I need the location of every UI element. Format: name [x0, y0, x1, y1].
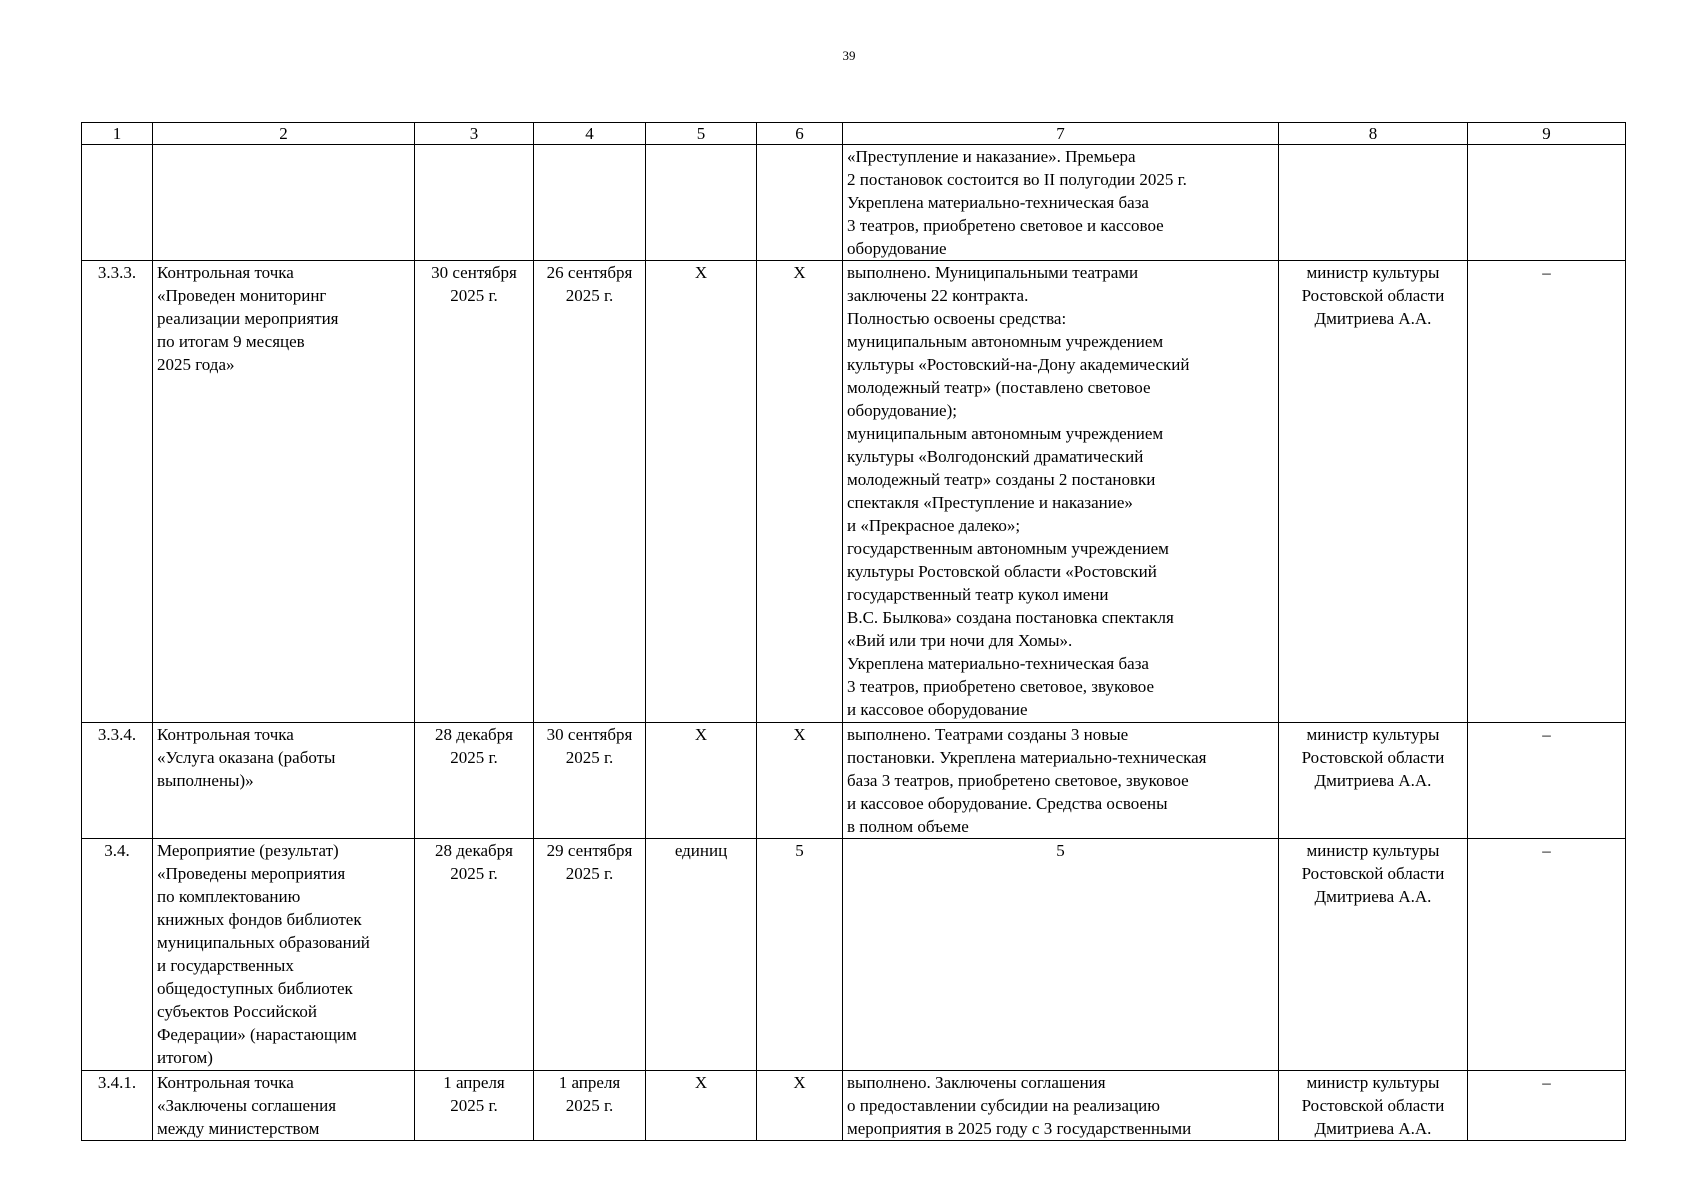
status-text: [843, 723, 1279, 839]
status-text-line: культуры Ростовской области «Ростовский: [847, 562, 1157, 581]
row-title: [153, 723, 415, 839]
column-header: 6: [757, 123, 843, 145]
actual-date-line: 2025 г.: [565, 748, 614, 767]
row-title-line: «Заключены соглашения: [157, 1096, 337, 1115]
status-text-line: выполнено. Муниципальными театрами: [847, 263, 1139, 282]
row-title-line: Контрольная точка: [157, 263, 294, 282]
note: –: [1468, 1071, 1626, 1141]
responsible-person-line: министр культуры: [1306, 725, 1440, 744]
column-header: 7: [843, 123, 1279, 145]
value: Х: [757, 723, 843, 839]
row-title-line: «Услуга оказана (работы: [157, 748, 336, 767]
report-table: [81, 122, 1626, 1141]
responsible-person-line: Дмитриева А.А.: [1314, 1119, 1432, 1138]
planned-date-line: 28 декабря: [435, 841, 513, 860]
planned-date-line: 1 апреля: [443, 1073, 505, 1092]
status-text-line: 3 театров, приобретено световое и кассовое: [847, 216, 1164, 235]
status-text-line: муниципальным автономным учреждением: [847, 332, 1164, 351]
row-title-line: муниципальных образований: [157, 933, 370, 952]
table-row: [82, 145, 1626, 261]
row-title-line: и государственных: [157, 956, 294, 975]
row-title-line: «Проведен мониторинг: [157, 286, 327, 305]
row-title-line: выполнены)»: [157, 771, 254, 790]
page-number: 39: [842, 48, 856, 63]
status-text-line: молодежный театр» созданы 2 постановки: [847, 470, 1156, 489]
actual-date-line: 2025 г.: [565, 1096, 614, 1115]
responsible-person: [1279, 261, 1468, 723]
unit: Х: [646, 261, 757, 723]
actual-date-line: 1 апреля: [558, 1073, 621, 1092]
status-text-line: Укреплена материально-техническая база: [847, 654, 1149, 673]
responsible-person-line: Дмитриева А.А.: [1314, 887, 1432, 906]
header-row: [82, 123, 1626, 145]
status-text: [843, 1071, 1279, 1141]
responsible-person-line: Ростовской области: [1301, 1096, 1445, 1115]
row-title-line: «Проведены мероприятия: [157, 864, 346, 883]
note: –: [1468, 839, 1626, 1071]
value: 5: [757, 839, 843, 1071]
responsible-person-line: Ростовской области: [1301, 748, 1445, 767]
row-title-line: Мероприятие (результат): [157, 841, 339, 860]
status-text-line: Полностью освоены средства:: [847, 309, 1067, 328]
status-text: [843, 261, 1279, 723]
status-text-line: Укреплена материально-техническая база: [847, 193, 1149, 212]
actual-date: [534, 1071, 646, 1141]
row-title: [153, 261, 415, 723]
responsible-person-line: министр культуры: [1306, 263, 1440, 282]
status-text-line: оборудование: [847, 239, 947, 258]
planned-date: [415, 723, 534, 839]
actual-date: [534, 723, 646, 839]
status-text-line: 2 постановок состоится во II полугодии 2025 г.: [847, 170, 1187, 189]
responsible-person: [1279, 1071, 1468, 1141]
note: [1468, 145, 1626, 261]
row-number: 3.4.: [82, 839, 153, 1071]
column-header: 3: [415, 123, 534, 145]
planned-date: [415, 839, 534, 1071]
table-row: [82, 261, 1626, 723]
note: –: [1468, 261, 1626, 723]
row-title-line: Федерации» (нарастающим: [157, 1025, 357, 1044]
planned-date-line: 2025 г.: [450, 748, 498, 767]
row-title-line: между министерством: [157, 1119, 320, 1138]
status-text-line: «Преступление и наказание». Премьера: [847, 147, 1136, 166]
column-header: 5: [646, 123, 757, 145]
row-number: 3.3.3.: [82, 261, 153, 723]
status-text-line: выполнено. Заключены соглашения: [847, 1073, 1106, 1092]
status-text-line: спектакля «Преступление и наказание»: [847, 493, 1133, 512]
planned-date-line: 28 декабря: [435, 725, 513, 744]
row-title: [153, 1071, 415, 1141]
actual-date-line: 30 сентября: [546, 725, 633, 744]
status-text-line: постановки. Укреплена материально-техническая: [847, 748, 1207, 767]
value: Х: [757, 1071, 843, 1141]
responsible-person-line: Дмитриева А.А.: [1314, 309, 1432, 328]
column-header: 4: [534, 123, 646, 145]
row-title-line: реализации мероприятия: [157, 309, 339, 328]
planned-date-line: 2025 г.: [450, 864, 498, 883]
row-title-line: субъектов Российской: [157, 1002, 317, 1021]
row-number: 3.4.1.: [82, 1071, 153, 1141]
unit: единиц: [646, 839, 757, 1071]
status-text-line: выполнено. Театрами созданы 3 новые: [847, 725, 1129, 744]
status-text-line: заключены 22 контракта.: [847, 286, 1029, 305]
table-row: [82, 1071, 1626, 1141]
status-text-line: государственным автономным учреждением: [847, 539, 1169, 558]
unit: Х: [646, 1071, 757, 1141]
status-text-line: и кассовое оборудование. Средства освоены: [847, 794, 1168, 813]
value: [757, 145, 843, 261]
row-title-line: итогом): [157, 1048, 213, 1067]
actual-date-line: 2025 г.: [565, 864, 614, 883]
actual-date: [534, 839, 646, 1071]
responsible-person-line: Дмитриева А.А.: [1314, 771, 1432, 790]
responsible-person-line: Ростовской области: [1301, 864, 1445, 883]
row-title: [153, 839, 415, 1071]
row-title-line: 2025 года»: [157, 355, 235, 374]
status-text-line: государственный театр кукол имени: [847, 585, 1109, 604]
status-text-line: мероприятия в 2025 году с 3 государственными: [847, 1119, 1192, 1138]
column-header: 1: [82, 123, 153, 145]
status-text-line: «Вий или три ночи для Хомы».: [847, 631, 1073, 650]
planned-date-line: 2025 г.: [450, 1096, 498, 1115]
note: –: [1468, 723, 1626, 839]
row-title-line: по итогам 9 месяцев: [157, 332, 305, 351]
unit: [646, 145, 757, 261]
status-text-line: в полном объеме: [847, 817, 969, 836]
column-header: 8: [1279, 123, 1468, 145]
planned-date-line: 30 сентября: [431, 263, 517, 282]
row-title-line: Контрольная точка: [157, 1073, 294, 1092]
status-text-line: и кассовое оборудование: [847, 700, 1028, 719]
column-header: 2: [153, 123, 415, 145]
status-text-line: оборудование);: [847, 401, 957, 420]
status-text-line: и «Прекрасное далеко»;: [847, 516, 1021, 535]
row-title-line: общедоступных библиотек: [157, 979, 353, 998]
status-text-line: о предоставлении субсидии на реализацию: [847, 1096, 1160, 1115]
actual-date: [534, 261, 646, 723]
row-number: [82, 145, 153, 261]
planned-date-line: 2025 г.: [450, 286, 498, 305]
responsible-person-line: министр культуры: [1306, 841, 1440, 860]
status-text-line: молодежный театр» (поставлено световое: [847, 378, 1151, 397]
planned-date: [415, 145, 534, 261]
responsible-person: [1279, 145, 1468, 261]
status-text-line: муниципальным автономным учреждением: [847, 424, 1164, 443]
status-text-line: В.С. Былкова» создана постановка спектакля: [847, 608, 1174, 627]
status-text: 5: [843, 839, 1279, 1071]
column-header: 9: [1468, 123, 1626, 145]
planned-date: [415, 261, 534, 723]
unit: Х: [646, 723, 757, 839]
status-text-line: 3 театров, приобретено световое, звуковое: [847, 677, 1155, 696]
actual-date: [534, 145, 646, 261]
responsible-person: [1279, 839, 1468, 1071]
table-row: [82, 839, 1626, 1071]
actual-date-line: 2025 г.: [565, 286, 614, 305]
row-number: 3.3.4.: [82, 723, 153, 839]
responsible-person-line: министр культуры: [1306, 1073, 1440, 1092]
planned-date: [415, 1071, 534, 1141]
row-title-line: по комплектованию: [157, 887, 301, 906]
actual-date-line: 29 сентября: [546, 841, 633, 860]
status-text-line: база 3 театров, приобретено световое, звуковое: [847, 771, 1189, 790]
actual-date-line: 26 сентября: [546, 263, 633, 282]
row-title-line: книжных фондов библиотек: [157, 910, 362, 929]
status-text: [843, 145, 1279, 261]
row-title: [153, 145, 415, 261]
value: Х: [757, 261, 843, 723]
responsible-person-line: Ростовской области: [1301, 286, 1445, 305]
status-text-line: культуры «Волгодонский драматический: [847, 447, 1144, 466]
row-title-line: Контрольная точка: [157, 725, 294, 744]
table-row: [82, 723, 1626, 839]
status-text-line: культуры «Ростовский-на-Дону академический: [847, 355, 1190, 374]
responsible-person: [1279, 723, 1468, 839]
